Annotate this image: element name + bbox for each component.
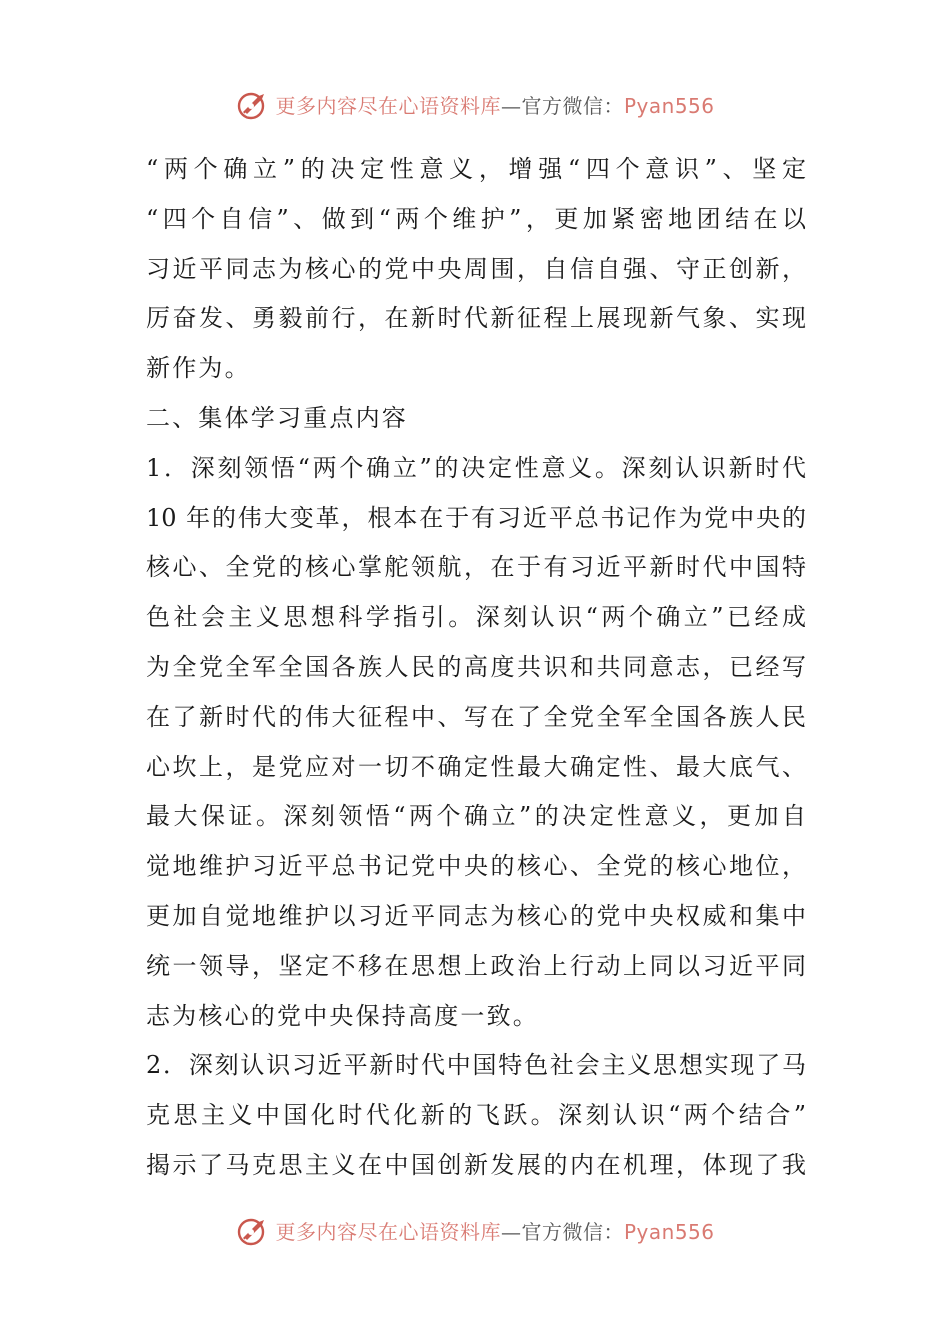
text-line: 揭示了马克思主义在中国创新发展的内在机理，体现了我 — [146, 1150, 806, 1179]
text-line: 在了新时代的伟大征程中、写在了全党全军全国各族人民 — [146, 702, 806, 731]
text-line: 志为核心的党中央保持高度一致。 — [146, 1001, 539, 1030]
banner-dash: — — [500, 93, 522, 118]
text-line: 统一领导，坚定不移在思想上政治上行动上同以习近平同 — [146, 951, 806, 980]
text-line: 为全党全军全国各族人民的高度共识和共同意志，已经写 — [146, 652, 806, 681]
text-line: 核心、全党的核心掌舵领航，在于有习近平新时代中国特 — [146, 553, 806, 582]
text-line: 10 年的伟大变革，根本在于有习近平总书记作为党中央的 — [146, 503, 806, 532]
text-line: 更加自觉地维护以习近平同志为核心的党中央权威和集中 — [146, 901, 806, 930]
pen-logo-icon — [235, 86, 271, 122]
banner-sub-text: 官方微信： — [521, 1219, 624, 1244]
text-line: 二、集体学习重点内容 — [146, 403, 408, 432]
document-body — [146, 145, 806, 1191]
banner-wechat-id: Pyan556 — [623, 93, 715, 118]
banner-wechat-id: Pyan556 — [623, 1219, 715, 1244]
text-line: 色社会主义思想科学指引。深刻认识“两个确立”已经成 — [146, 603, 806, 632]
header-banner — [0, 82, 950, 126]
footer-banner — [0, 1208, 950, 1252]
text-line: 厉奋发、勇毅前行，在新时代新征程上展现新气象、实现 — [146, 304, 806, 333]
pen-logo-icon — [235, 1212, 271, 1248]
banner-text — [275, 1216, 714, 1245]
banner-main-text: 更多内容尽在心语资料库 — [275, 1219, 501, 1244]
text-line: 克思主义中国化时代化新的飞跃。深刻认识“两个结合” — [146, 1101, 806, 1130]
text-line: “四个自信”、做到“两个维护”，更加紧密地团结在以 — [146, 204, 806, 233]
banner-text — [275, 90, 714, 119]
text-line: 最大保证。深刻领悟“两个确立”的决定性意义，更加自 — [146, 802, 806, 831]
banner-dash: — — [500, 1219, 522, 1244]
text-line: 1．深刻领悟“两个确立”的决定性意义。深刻认识新时代 — [146, 453, 806, 482]
text-line: 习近平同志为核心的党中央周围，自信自强、守正创新， — [146, 254, 806, 283]
banner-main-text: 更多内容尽在心语资料库 — [275, 93, 501, 118]
text-line: 2．深刻认识习近平新时代中国特色社会主义思想实现了马 — [146, 1051, 806, 1080]
banner-sub-text: 官方微信： — [521, 93, 624, 118]
text-line: “两个确立”的决定性意义，增强“四个意识”、坚定 — [146, 155, 806, 183]
text-line: 心坎上，是党应对一切不确定性最大确定性、最大底气、 — [146, 752, 806, 781]
text-line: 新作为。 — [146, 354, 251, 383]
text-line: 觉地维护习近平总书记党中央的核心、全党的核心地位， — [146, 852, 806, 881]
